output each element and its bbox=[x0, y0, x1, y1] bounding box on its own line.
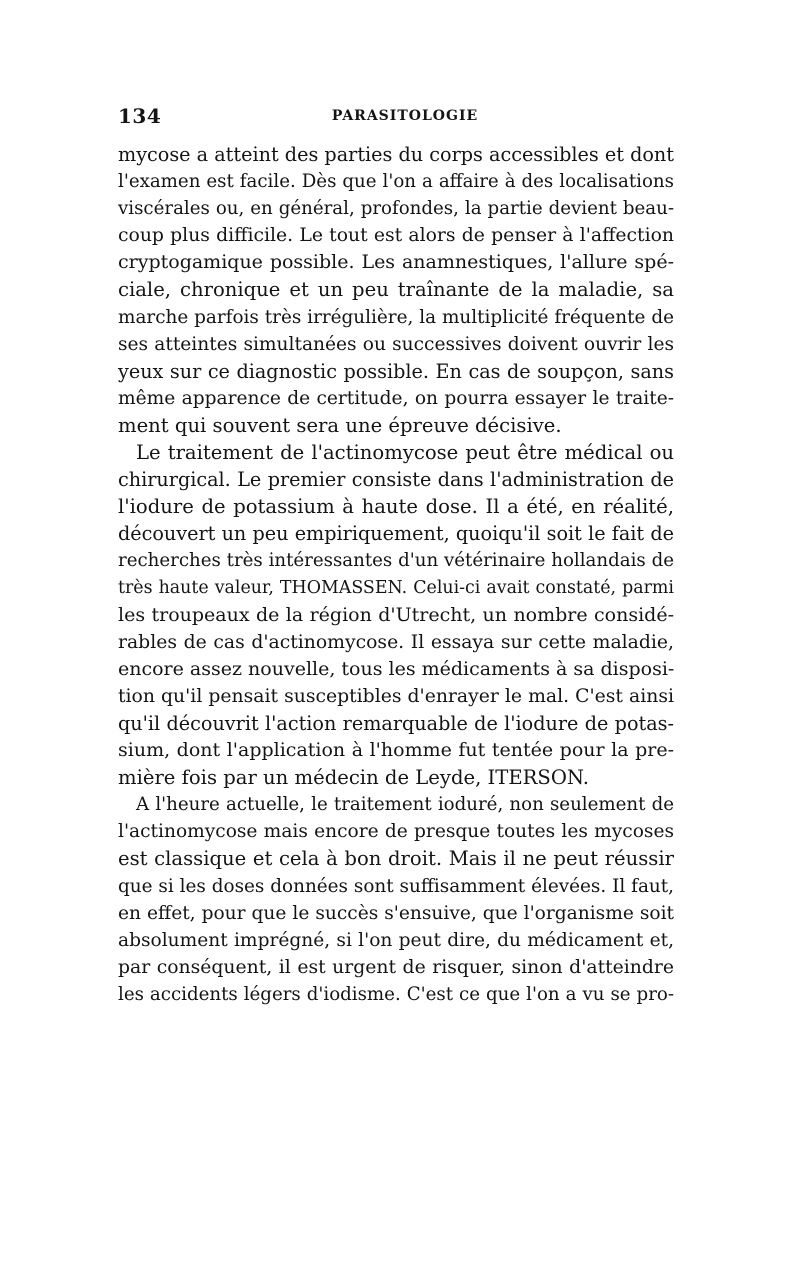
text-line: l'iodure de potassium à haute dose. Il a été, en réalité, bbox=[118, 495, 674, 519]
body-text bbox=[118, 141, 674, 1008]
text-line: est classique et cela à bon droit. Mais il ne peut réussir bbox=[118, 847, 674, 871]
text-line: mière fois par un médecin de Leyde, ITERSON. bbox=[118, 766, 590, 790]
text-line: encore assez nouvelle, tous les médicaments à sa disposi- bbox=[118, 657, 675, 680]
page-number: 134 bbox=[118, 104, 162, 128]
text-line: très haute valeur, THOMASSEN. Celui-ci avait constaté, parmi bbox=[118, 577, 674, 598]
text-line: qu'il découvrit l'action remarquable de l'iodure de potas- bbox=[118, 711, 674, 735]
text-line: découvert un peu empiriquement, quoiqu'il soit le fait de bbox=[118, 522, 674, 546]
text-line: Le traitement de l'actinomycose peut être médical ou bbox=[136, 441, 674, 465]
text-line: absolument imprégné, si l'on peut dire, du médicament et, bbox=[118, 929, 674, 951]
text-line: yeux sur ce diagnostic possible. En cas de soupçon, sans bbox=[118, 359, 674, 383]
page-header bbox=[118, 104, 674, 134]
text-line: ciale, chronique et un peu traînante de la maladie, sa bbox=[118, 278, 674, 302]
text-line: en effet, pour que le succès s'ensuive, que l'organisme soit bbox=[118, 902, 674, 924]
text-line: recherches très intéressantes d'un vétérinaire hollandais de bbox=[118, 550, 674, 572]
text-line: mycose a atteint des parties du corps accessibles et dont bbox=[118, 143, 674, 166]
text-line: l'actinomycose mais encore de presque toutes les mycoses bbox=[118, 821, 674, 843]
text-line: par conséquent, il est urgent de risquer, sinon d'atteindre bbox=[118, 956, 674, 978]
running-head: PARASITOLOGIE bbox=[331, 108, 479, 124]
text-line: même apparence de certitude, on pourra essayer le traite- bbox=[118, 387, 674, 409]
text-line: chirurgical. Le premier consiste dans l'administration de bbox=[118, 468, 674, 492]
text-line: ses atteintes simultanées ou successives doivent ouvrir les bbox=[118, 333, 674, 355]
text-line: rables de cas d'actinomycose. Il essaya sur cette maladie, bbox=[118, 631, 674, 653]
text-line: les troupeaux de la région d'Utrecht, un nombre considé- bbox=[118, 603, 674, 626]
text-line: sium, dont l'application à l'homme fut tentée pour la pre- bbox=[118, 739, 674, 762]
text-line: A l'heure actuelle, le traitement ioduré, non seulement de bbox=[136, 794, 674, 816]
text-line: ment qui souvent sera une épreuve décisive. bbox=[118, 413, 562, 437]
text-line: marche parfois très irrégulière, la multiplicité fréquente de bbox=[118, 306, 674, 328]
text-line: l'examen est facile. Dès que l'on a affaire à des localisations bbox=[118, 171, 674, 193]
text-line: coup plus difficile. Le tout est alors de penser à l'affection bbox=[118, 225, 674, 247]
text-line: les accidents légers d'iodisme. C'est ce que l'on a vu se pro- bbox=[118, 983, 674, 1005]
text-line: viscérales ou, en général, profondes, la partie devient beau- bbox=[118, 198, 674, 220]
text-line: tion qu'il pensait susceptibles d'enrayer le mal. C'est ainsi bbox=[118, 685, 674, 707]
text-line: cryptogamique possible. Les anamnestiques, l'allure spé- bbox=[118, 251, 674, 274]
text-line: que si les doses données sont suffisamment élevées. Il faut, bbox=[118, 875, 674, 897]
